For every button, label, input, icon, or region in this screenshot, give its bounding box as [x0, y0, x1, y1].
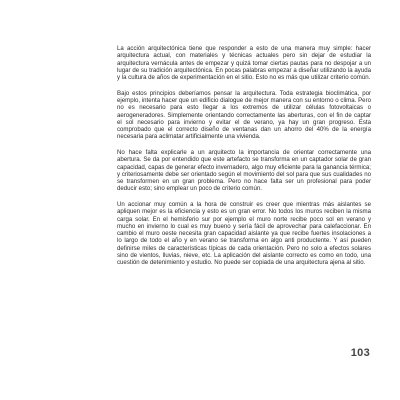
paragraph-2: Bajo estos principios deberíamos pensar la arquitectura. Toda estrategia bioclimática, por ejemplo, intenta hacer que un edificio dialogue de mejor manera con su entorno o clima. Pero no es necesario para esto llegar a los extremos de utilizar células fotovoltaicas o aerogeneradores. Simplemente orientando correctamente las aberturas, con el fin de captar el sol necesario para invierno y evitar el de verano, ya hay un gran progreso. Esta comprobado que el correcto diseño de ventanas dan un ahorro del 40% de la energía necesaria para aclimatar artificialmente una vivienda.	[117, 89, 371, 141]
paragraph-1: La acción arquitectónica tiene que responder a esto de una manera muy simple: hacer arquitectura actual, con materiales y técnicas actuales pero sin dejar de estudiar la arquitectura vernácula antes de empezar y quizá tomar ciertas pautas para no despojar a un lugar de su tradición arquitectónica. En pocas palabras empezar a diseñar utilizando la ayuda y la cultura de años de experimentación en el sitio. Esto no es más que utilizar criterio común.	[117, 45, 371, 82]
body-text	[117, 45, 371, 275]
page-number: 103	[350, 347, 370, 359]
paragraph-4: Un accionar muy común a la hora de construir es creer que mientras más aislantes se apliquen mejor es la eficiencia y esto es un gran error. No todos los muros reciben la misma carga solar. En el hemisferio sur por ejemplo el muro norte recibe poco sol en verano y mucho en invierno lo cual es muy bueno y sería fácil de aprovechar para calefaccionar. En cambio el muro oeste necesita gran capacidad aislante ya que recibe fuertes insolaciones a lo largo de todo el año y en verano se transforma en algo anti productente. Y así pueden definirse miles de características típicas de cada orientación. Pero no solo a efectos solares sino de vientos, lluvias, nieve, etc. La aplicación del aislante correcto es como en todo, una cuestión de detenimiento y estudio. No puede ser copiada de una arquitectura ajena al sitio.	[117, 200, 371, 267]
paragraph-3: No hace falta explicarle a un arquitecto la importancia de orientar correctamente una abertura. Se da por entendido que este artefacto se transforma en un captador solar de gran capacidad, capas de generar efecto invernadero, algo muy eficiente para la ganancia térmica; y criteriosamente debe ser orientado según el movimiento del sol para que sus cualidades no se transformen en un gran problema. Pero no hace falta ser un profesional para poder deducir esto; sino emplear un poco de criterio común.	[117, 148, 371, 193]
